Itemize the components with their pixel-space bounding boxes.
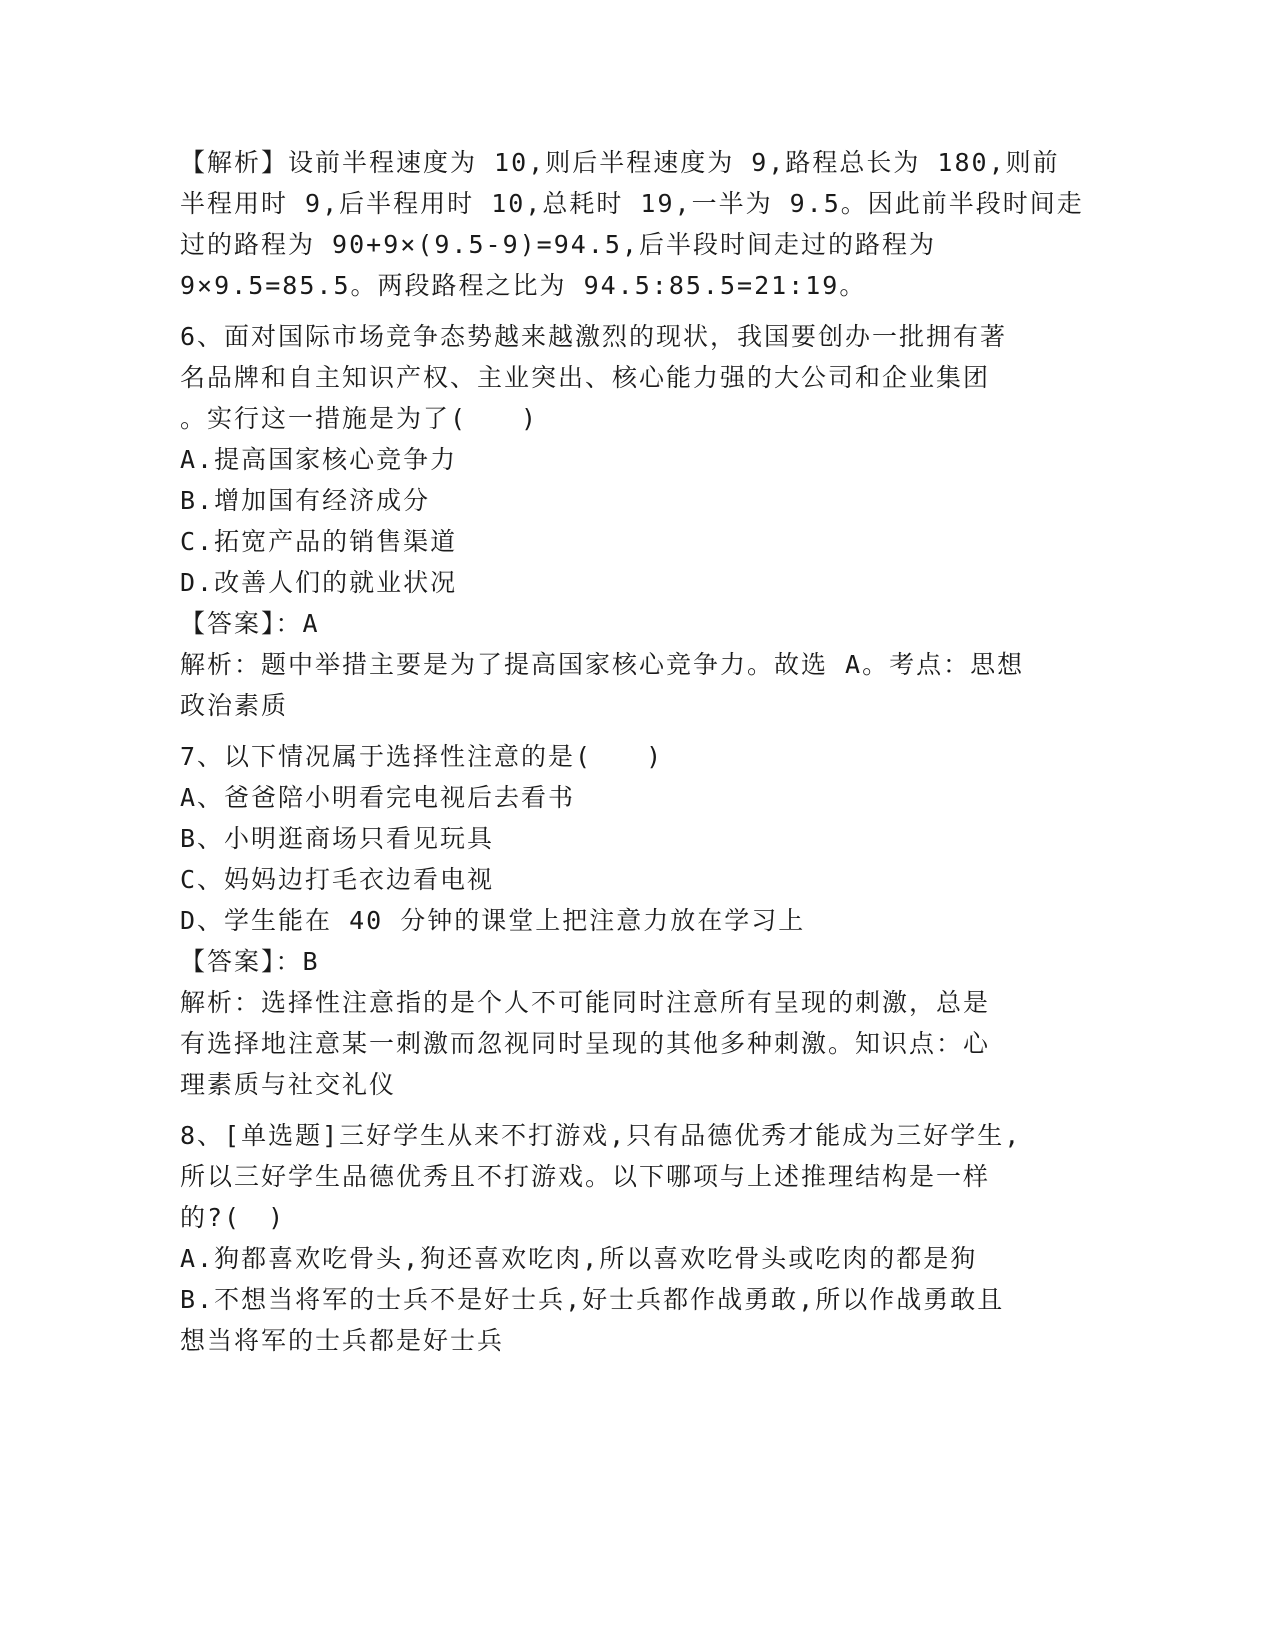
option-a: A.提高国家核心竞争力 [180, 445, 458, 474]
option-d: D.改善人们的就业状况 [180, 568, 458, 597]
analysis-block-q5 [180, 142, 1084, 306]
question-stem-line: 7、以下情况属于选择性注意的是( ) [180, 742, 664, 771]
analysis-line: 解析：选择性注意指的是个人不可能同时注意所有呈现的刺激，总是 [180, 988, 991, 1017]
analysis-line: 理素质与社交礼仪 [180, 1070, 397, 1099]
option-b: B.增加国有经济成分 [180, 486, 431, 515]
question-8 [180, 1115, 1060, 1361]
question-7 [180, 736, 1060, 1105]
option-a: A、爸爸陪小明看完电视后去看书 [180, 783, 576, 812]
option-c: C、妈妈边打毛衣边看电视 [180, 865, 495, 894]
answer-line: 【答案】：A [180, 609, 320, 638]
question-stem-line: 8、[单选题]三好学生从来不打游戏,只有品德优秀才能成为三好学生, [180, 1121, 1022, 1150]
option-b-continued: 想当将军的士兵都是好士兵 [180, 1326, 505, 1355]
question-6 [180, 316, 1060, 726]
analysis-line: 解析：题中举措主要是为了提高国家核心竞争力。故选 A。考点：思想 [180, 650, 1025, 679]
analysis-line: 【解析】设前半程速度为 10,则后半程速度为 9,路程总长为 180,则前 [180, 148, 1060, 177]
question-stem-line: 名品牌和自主知识产权、主业突出、核心能力强的大公司和企业集团 [180, 363, 991, 392]
question-stem-line: 的?( ) [180, 1203, 286, 1232]
analysis-line: 过的路程为 90+9×(9.5-9)=94.5,后半段时间走过的路程为 [180, 230, 936, 259]
document-page [180, 142, 1084, 1361]
analysis-line: 有选择地注意某一刺激而忽视同时呈现的其他多种刺激。知识点：心 [180, 1029, 991, 1058]
question-stem-line: 。实行这一措施是为了( ) [180, 404, 539, 433]
analysis-line: 半程用时 9,后半程用时 10,总耗时 19,一半为 9.5。因此前半段时间走 [180, 189, 1084, 218]
option-d: D、学生能在 40 分钟的课堂上把注意力放在学习上 [180, 906, 806, 935]
question-stem-line: 所以三好学生品德优秀且不打游戏。以下哪项与上述推理结构是一样 [180, 1162, 991, 1191]
option-b: B.不想当将军的士兵不是好士兵,好士兵都作战勇敢,所以作战勇敢且 [180, 1285, 1005, 1314]
option-a: A.狗都喜欢吃骨头,狗还喜欢吃肉,所以喜欢吃骨头或吃肉的都是狗 [180, 1244, 978, 1273]
question-stem-line: 6、面对国际市场竞争态势越来越激烈的现状，我国要创办一批拥有著 [180, 322, 1008, 351]
option-c: C.拓宽产品的销售渠道 [180, 527, 458, 556]
analysis-line: 9×9.5=85.5。两段路程之比为 94.5:85.5=21:19。 [180, 271, 867, 300]
option-b: B、小明逛商场只看见玩具 [180, 824, 495, 853]
analysis-line: 政治素质 [180, 691, 289, 720]
answer-line: 【答案】：B [180, 947, 320, 976]
